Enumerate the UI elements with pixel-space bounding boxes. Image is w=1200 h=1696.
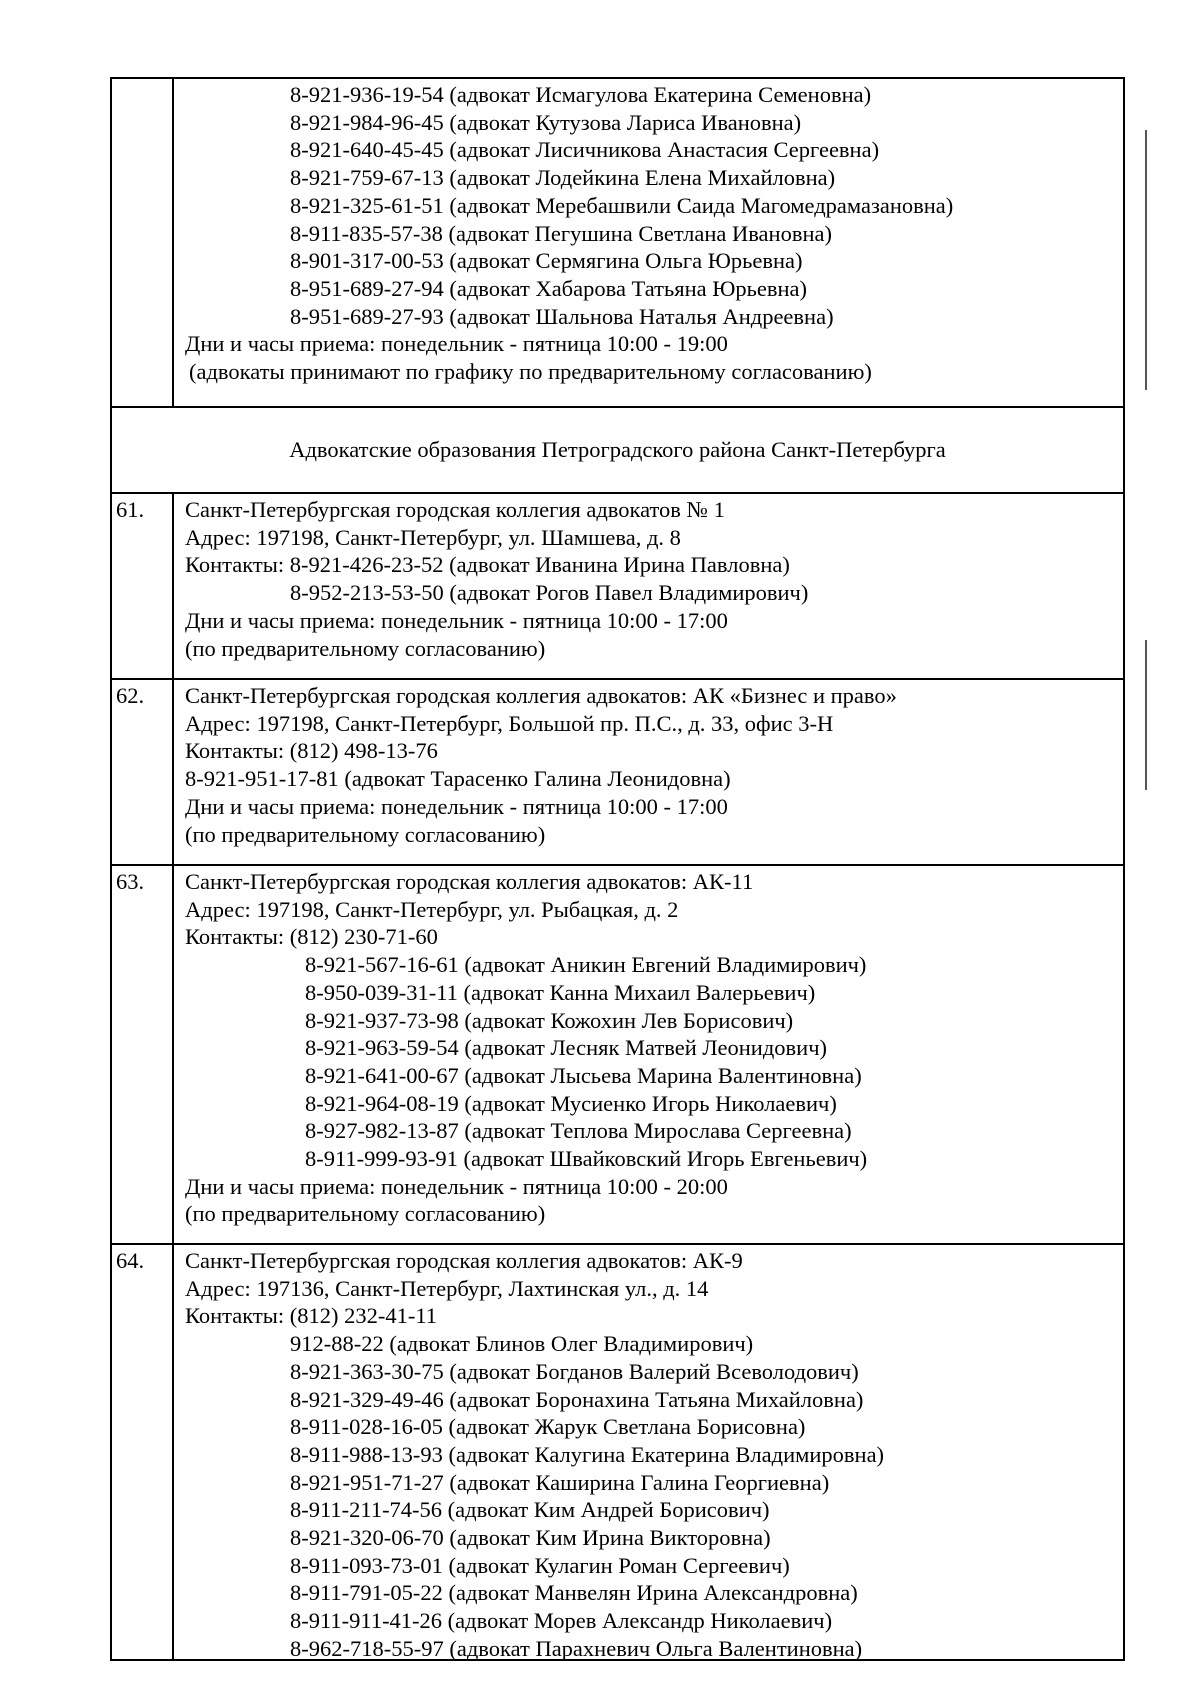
lawyer-contact-line: 8-921-329-49-46 (адвокат Боронахина Татьяна Михайловна)	[290, 1386, 864, 1412]
section-heading: Адвокатские образования Петроградского района Санкт-Петербурга	[289, 437, 946, 463]
lawyer-contact-line: 8-911-999-93-91 (адвокат Швайковский Игорь Евгеньевич)	[305, 1146, 868, 1172]
lawyer-contact-line: 8-911-988-13-93 (адвокат Калугина Екатерина Владимировна)	[290, 1441, 885, 1467]
entry-line: Санкт-Петербургская городская коллегия адвокатов: АК-9	[185, 1248, 743, 1273]
row-number	[112, 79, 174, 406]
lawyer-contact-line: 8-921-759-67-13 (адвокат Лодейкина Елена Михайловна)	[290, 165, 836, 191]
lawyer-contact-line: 8-950-039-31-11 (адвокат Канна Михаил Валерьевич)	[305, 979, 816, 1005]
table-row	[112, 864, 1123, 1243]
lawyer-contact-line: 8-962-718-55-97 (адвокат Парахневич Ольга Валентиновна)	[290, 1635, 863, 1661]
entry-content	[174, 79, 1123, 406]
entry-line: Санкт-Петербургская городская коллегия адвокатов: АК «Бизнес и право»	[185, 683, 897, 708]
entry-line: Контакты: (812) 230-71-60	[185, 924, 438, 950]
table-row	[112, 1243, 1123, 1659]
lawyer-contact-line: 8-921-325-61-51 (адвокат Меребашвили Саида Магомедрамазановна)	[290, 192, 954, 218]
entry-line: Адрес: 197136, Санкт-Петербург, Лахтинская ул., д. 14	[185, 1275, 709, 1301]
lawyer-contact-line: 8-921-641-00-67 (адвокат Лысьева Марина Валентиновна)	[305, 1062, 862, 1088]
lawyer-contact-line: 8-911-028-16-05 (адвокат Жарук Светлана Борисовна)	[290, 1414, 806, 1440]
entry-line: (по предварительному согласованию)	[185, 821, 546, 847]
entry-line: Санкт-Петербургская городская коллегия адвокатов: АК-11	[185, 869, 754, 894]
row-number: 63.	[112, 866, 174, 1243]
lawyer-contact-line: 8-921-951-71-27 (адвокат Каширина Галина Георгиевна)	[290, 1469, 830, 1495]
table-row	[112, 492, 1123, 678]
lawyer-contact-line: 8-952-213-53-50 (адвокат Рогов Павел Владимирович)	[290, 580, 809, 606]
entry-line: (адвокаты принимают по графику по предварительному согласованию)	[189, 359, 872, 385]
lawyer-contact-line: 8-921-363-30-75 (адвокат Богданов Валерий Всеволодович)	[290, 1358, 859, 1384]
entry-line: Санкт-Петербургская городская коллегия адвокатов № 1	[185, 497, 725, 522]
lawyer-contact-line: 8-921-567-16-61 (адвокат Аникин Евгений Владимирович)	[305, 952, 867, 978]
entry-content	[174, 680, 1123, 864]
table-row	[112, 678, 1123, 864]
lawyer-contact-line: 8-921-640-45-45 (адвокат Лисичникова Анастасия Сергеевна)	[290, 137, 880, 163]
lawyer-contact-line: 8-911-093-73-01 (адвокат Кулагин Роман Сергеевич)	[290, 1552, 790, 1578]
entry-content	[174, 866, 1123, 1243]
entry-line: Дни и часы приема: понедельник - пятница 10:00 - 17:00	[185, 793, 728, 819]
entry-line: Контакты: (812) 498-13-76	[185, 738, 438, 764]
entry-line: Дни и часы приема: понедельник - пятница 10:00 - 20:00	[185, 1173, 728, 1199]
lawyer-contact-line: 8-921-984-96-45 (адвокат Кутузова Лариса Ивановна)	[290, 109, 802, 135]
lawyer-contact-line: 8-951-689-27-93 (адвокат Шальнова Наталья Андреевна)	[290, 303, 834, 329]
entry-line: (по предварительному согласованию)	[185, 635, 546, 661]
lawyer-contact-line: 8-911-911-41-26 (адвокат Морев Александр Николаевич)	[290, 1608, 833, 1634]
section-heading-row	[112, 406, 1123, 492]
lawyer-contact-line: 8-901-317-00-53 (адвокат Сермягина Ольга Юрьевна)	[290, 248, 803, 274]
lawyer-contact-line: 8-951-689-27-94 (адвокат Хабарова Татьяна Юрьевна)	[290, 275, 808, 301]
entry-line: Адрес: 197198, Санкт-Петербург, Большой пр. П.С., д. 33, офис 3-Н	[185, 710, 834, 736]
row-number: 61.	[112, 494, 174, 678]
entry-line: Адрес: 197198, Санкт-Петербург, ул. Рыбацкая, д. 2	[185, 896, 679, 922]
lawyer-contact-line: 8-911-211-74-56 (адвокат Ким Андрей Борисович)	[290, 1497, 770, 1523]
lawyer-contact-line: 8-927-982-13-87 (адвокат Теплова Мирослава Сергеевна)	[305, 1118, 852, 1144]
entry-line: Адрес: 197198, Санкт-Петербург, ул. Шамшева, д. 8	[185, 524, 681, 550]
entry-line: Дни и часы приема: понедельник - пятница 10:00 - 19:00	[185, 331, 728, 357]
lawyers-table	[110, 77, 1125, 1661]
row-number: 64.	[112, 1245, 174, 1659]
lawyer-contact-line: 8-921-963-59-54 (адвокат Лесняк Матвей Леонидович)	[305, 1035, 828, 1061]
lawyer-contact-line: 8-921-320-06-70 (адвокат Ким Ирина Викторовна)	[290, 1525, 771, 1551]
entry-line: Дни и часы приема: понедельник - пятница 10:00 - 17:00	[185, 607, 728, 633]
entry-line: (по предварительному согласованию)	[185, 1201, 546, 1227]
entry-line: Контакты: 8-921-426-23-52 (адвокат Иванина Ирина Павловна)	[185, 552, 790, 578]
lawyer-contact-line: 912-88-22 (адвокат Блинов Олег Владимирович)	[290, 1331, 754, 1357]
entry-content	[174, 1245, 1123, 1659]
lawyer-contact-line: 8-921-964-08-19 (адвокат Мусиенко Игорь Николаевич)	[305, 1090, 837, 1116]
row-number: 62.	[112, 680, 174, 864]
entry-line: Контакты: (812) 232-41-11	[185, 1303, 437, 1329]
entry-line: 8-921-951-17-81 (адвокат Тарасенко Галина Леонидовна)	[185, 766, 731, 792]
lawyer-contact-line: 8-911-791-05-22 (адвокат Манвелян Ирина Александровна)	[290, 1580, 858, 1606]
lawyer-contact-line: 8-911-835-57-38 (адвокат Пегушина Светлана Ивановна)	[290, 220, 832, 246]
table-row	[112, 79, 1123, 406]
scan-artifact-line	[1145, 640, 1147, 790]
scan-artifact-line	[1145, 130, 1147, 390]
lawyer-contact-line: 8-921-936-19-54 (адвокат Исмагулова Екатерина Семеновна)	[290, 82, 872, 107]
entry-content	[174, 494, 1123, 678]
lawyer-contact-line: 8-921-937-73-98 (адвокат Кожохин Лев Борисович)	[305, 1007, 794, 1033]
